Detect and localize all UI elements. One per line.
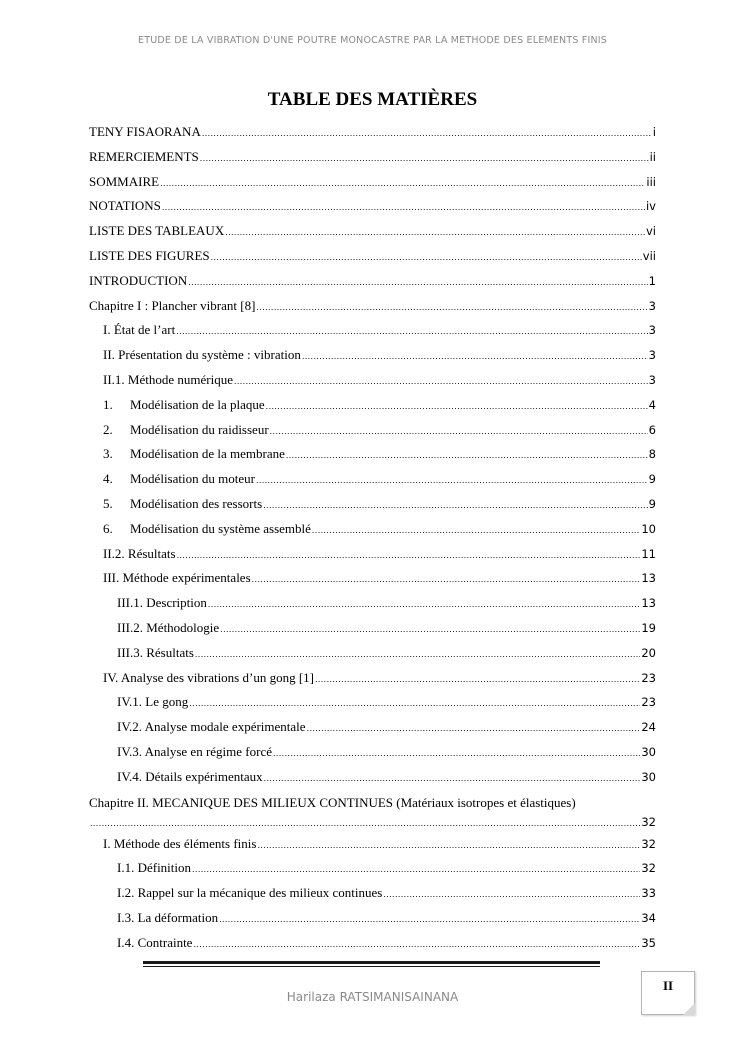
toc-page: 8	[648, 447, 656, 462]
toc-leader	[256, 468, 648, 493]
toc-entry[interactable]	[89, 765, 656, 790]
toc-page: iii	[646, 174, 656, 189]
toc-leader	[270, 419, 648, 444]
toc-page: 1	[648, 273, 656, 288]
toc-label-text: Modélisation de la membrane	[130, 446, 285, 462]
toc-page: 32	[641, 861, 656, 876]
toc-label: LISTE DES FIGURES	[89, 247, 210, 263]
toc-leader	[219, 907, 640, 932]
page-number: II	[662, 978, 674, 993]
toc-leader	[195, 642, 640, 667]
toc-entry[interactable]	[89, 517, 656, 542]
toc-leader	[312, 518, 640, 543]
toc-entry[interactable]	[89, 170, 656, 195]
toc-leader	[162, 195, 645, 220]
toc-number: 6.	[103, 520, 113, 536]
toc-entry[interactable]	[89, 244, 656, 269]
toc-label: IV.4. Détails expérimentaux	[117, 768, 263, 784]
toc-page: 30	[641, 744, 656, 759]
toc-entry[interactable]	[89, 145, 656, 170]
toc-label: IV.1. Le gong	[117, 694, 189, 710]
toc-entry[interactable]	[89, 294, 656, 319]
toc-leader	[257, 833, 640, 858]
toc-entry[interactable]	[89, 856, 656, 881]
toc-label: SOMMAIRE	[89, 173, 160, 189]
toc-label: III.1. Description	[117, 595, 207, 611]
toc-entry[interactable]	[89, 542, 656, 567]
toc-entry[interactable]	[89, 690, 656, 715]
toc-entry[interactable]	[89, 881, 656, 906]
toc-leader	[315, 667, 640, 692]
toc-number: 3.	[103, 446, 113, 462]
toc-entry[interactable]	[89, 219, 656, 244]
toc-leader	[202, 121, 652, 146]
toc-entry[interactable]	[89, 641, 656, 666]
toc-entry[interactable]	[89, 442, 656, 467]
toc-entry[interactable]	[89, 492, 656, 517]
toc-leader	[302, 344, 648, 369]
toc-label-text: Modélisation du moteur	[130, 471, 255, 487]
toc-page: ii	[649, 149, 656, 164]
page-fold-corner	[683, 1003, 695, 1015]
toc-label: Chapitre II. MECANIQUE DES MILIEUX CONTINUES (Matériaux isotropes et élastiques)	[89, 794, 576, 810]
toc-page: 4	[648, 397, 656, 412]
toc-leader	[211, 245, 642, 270]
toc-label: II.2. Résultats	[103, 545, 176, 561]
toc-label: II.1. Méthode numérique	[103, 371, 233, 387]
toc-page: 13	[641, 571, 656, 586]
toc-leader	[160, 171, 645, 196]
toc-page: 32	[641, 836, 656, 851]
toc-label-text: Modélisation du raidisseur	[130, 421, 269, 437]
footer-author: Harilaza RATSIMANISAINANA	[286, 990, 459, 1004]
toc-entry[interactable]	[89, 318, 656, 343]
toc-entry[interactable]	[89, 906, 656, 931]
toc-leader	[200, 146, 649, 171]
toc-page: 3	[648, 298, 656, 313]
footer-rule-thin	[143, 966, 600, 967]
toc-page: 3	[648, 372, 656, 387]
toc-label: III. Méthode expérimentales	[103, 570, 251, 586]
toc-leader	[256, 295, 647, 320]
toc-leader	[252, 567, 641, 592]
toc-label: IV.3. Analyse en régime forcé	[117, 743, 272, 759]
toc-page: 23	[641, 695, 656, 710]
toc-label: IV. Analyse des vibrations d’un gong [1]	[103, 669, 314, 685]
toc-page: 9	[648, 472, 656, 487]
toc-leader	[307, 716, 641, 741]
toc-leader	[286, 443, 648, 468]
toc-number: 1.	[103, 396, 113, 412]
toc-label	[103, 393, 265, 418]
toc-label: I.4. Contrainte	[117, 934, 193, 950]
toc-entry[interactable]	[89, 467, 656, 492]
toc-label-text: Modélisation de la plaque	[130, 396, 265, 412]
toc-label: NOTATIONS	[89, 198, 161, 214]
toc-leader	[220, 617, 640, 642]
toc-page: 35	[641, 935, 656, 950]
toc-label: I.1. Définition	[117, 860, 192, 876]
toc-leader	[234, 369, 648, 394]
toc-entry[interactable]	[89, 393, 656, 418]
toc-page: 33	[641, 886, 656, 901]
toc-entry[interactable]	[89, 715, 656, 740]
toc-number: 2.	[103, 421, 113, 437]
toc-page: 23	[641, 670, 656, 685]
toc-entry[interactable]	[89, 666, 656, 691]
toc-page: 11	[641, 546, 656, 561]
toc-page: vi	[645, 224, 656, 239]
toc-leader	[193, 932, 640, 957]
toc-page: 24	[641, 720, 656, 735]
toc-label	[103, 467, 255, 492]
toc-leader	[208, 592, 640, 617]
toc-label: INTRODUCTION	[89, 272, 188, 288]
table-of-contents	[89, 120, 656, 956]
toc-page: 3	[648, 348, 656, 363]
toc-leader-line	[89, 812, 656, 832]
footer-rule	[143, 961, 600, 964]
toc-label: LISTE DES TABLEAUX	[89, 223, 225, 239]
toc-leader	[263, 493, 648, 518]
toc-entry[interactable]	[89, 832, 656, 857]
toc-leader	[192, 857, 640, 882]
toc-page: 34	[641, 910, 656, 925]
toc-label: REMERCIEMENTS	[89, 148, 199, 164]
toc-leader	[264, 766, 641, 791]
toc-page: iv	[645, 199, 656, 214]
toc-entry[interactable]	[89, 931, 656, 956]
toc-label: III.2. Méthodologie	[117, 619, 220, 635]
toc-label	[103, 418, 269, 443]
toc-label: II. Présentation du système : vibration	[103, 347, 301, 363]
toc-entry[interactable]	[89, 418, 656, 443]
toc-page: 19	[641, 620, 656, 635]
toc-leader	[383, 882, 640, 907]
toc-entry[interactable]	[89, 194, 656, 219]
toc-leader	[90, 813, 640, 833]
toc-label: I.3. La déformation	[117, 909, 219, 925]
page-number-box	[641, 971, 695, 1015]
toc-page: 9	[648, 496, 656, 511]
toc-entry[interactable]	[89, 368, 656, 393]
toc-entry[interactable]	[89, 566, 656, 591]
toc-page: 6	[648, 422, 656, 437]
toc-label	[103, 442, 285, 467]
page-title: TABLE DES MATIÈRES	[267, 89, 478, 110]
toc-label	[103, 517, 311, 542]
toc-number: 4.	[103, 471, 113, 487]
toc-page: 3	[648, 323, 656, 338]
toc-page: 13	[641, 596, 656, 611]
toc-label: III.3. Résultats	[117, 644, 194, 660]
toc-label: IV.2. Analyse modale expérimentale	[117, 719, 306, 735]
toc-label	[103, 492, 262, 517]
toc-leader	[225, 220, 645, 245]
toc-entry[interactable]	[89, 120, 656, 145]
running-header: ETUDE DE LA VIBRATION D'UNE POUTRE MONOCASTRE PAR LA METHODE DES ELEMENTS FINIS	[138, 35, 607, 46]
toc-entry-wrapped[interactable]	[89, 790, 656, 832]
toc-page: i	[652, 125, 656, 139]
toc-label: I.2. Rappel sur la mécanique des milieux continues	[117, 885, 383, 901]
toc-number: 5.	[103, 495, 113, 511]
toc-label-text: Modélisation du système assemblé	[130, 520, 311, 536]
toc-entry[interactable]	[89, 591, 656, 616]
toc-label-text: Modélisation des ressorts	[130, 495, 263, 511]
toc-leader	[189, 691, 640, 716]
toc-leader	[266, 394, 648, 419]
toc-page: vii	[642, 248, 656, 263]
toc-label: TENY FISAORANA	[89, 124, 201, 139]
toc-label: Chapitre I : Plancher vibrant [8]	[89, 297, 256, 313]
toc-page: 30	[641, 769, 656, 784]
toc-label: I. Méthode des éléments finis	[103, 835, 257, 851]
toc-entry[interactable]	[89, 616, 656, 641]
toc-leader	[188, 270, 647, 295]
toc-leader	[176, 319, 647, 344]
toc-page: 10	[641, 521, 656, 536]
toc-leader	[177, 543, 641, 568]
toc-entry[interactable]	[89, 269, 656, 294]
toc-page: 20	[641, 645, 656, 660]
toc-label: I. État de l’art	[103, 322, 176, 338]
toc-entry[interactable]	[89, 740, 656, 765]
toc-leader	[273, 741, 640, 766]
toc-entry[interactable]	[89, 343, 656, 368]
toc-page: 32	[641, 814, 656, 829]
